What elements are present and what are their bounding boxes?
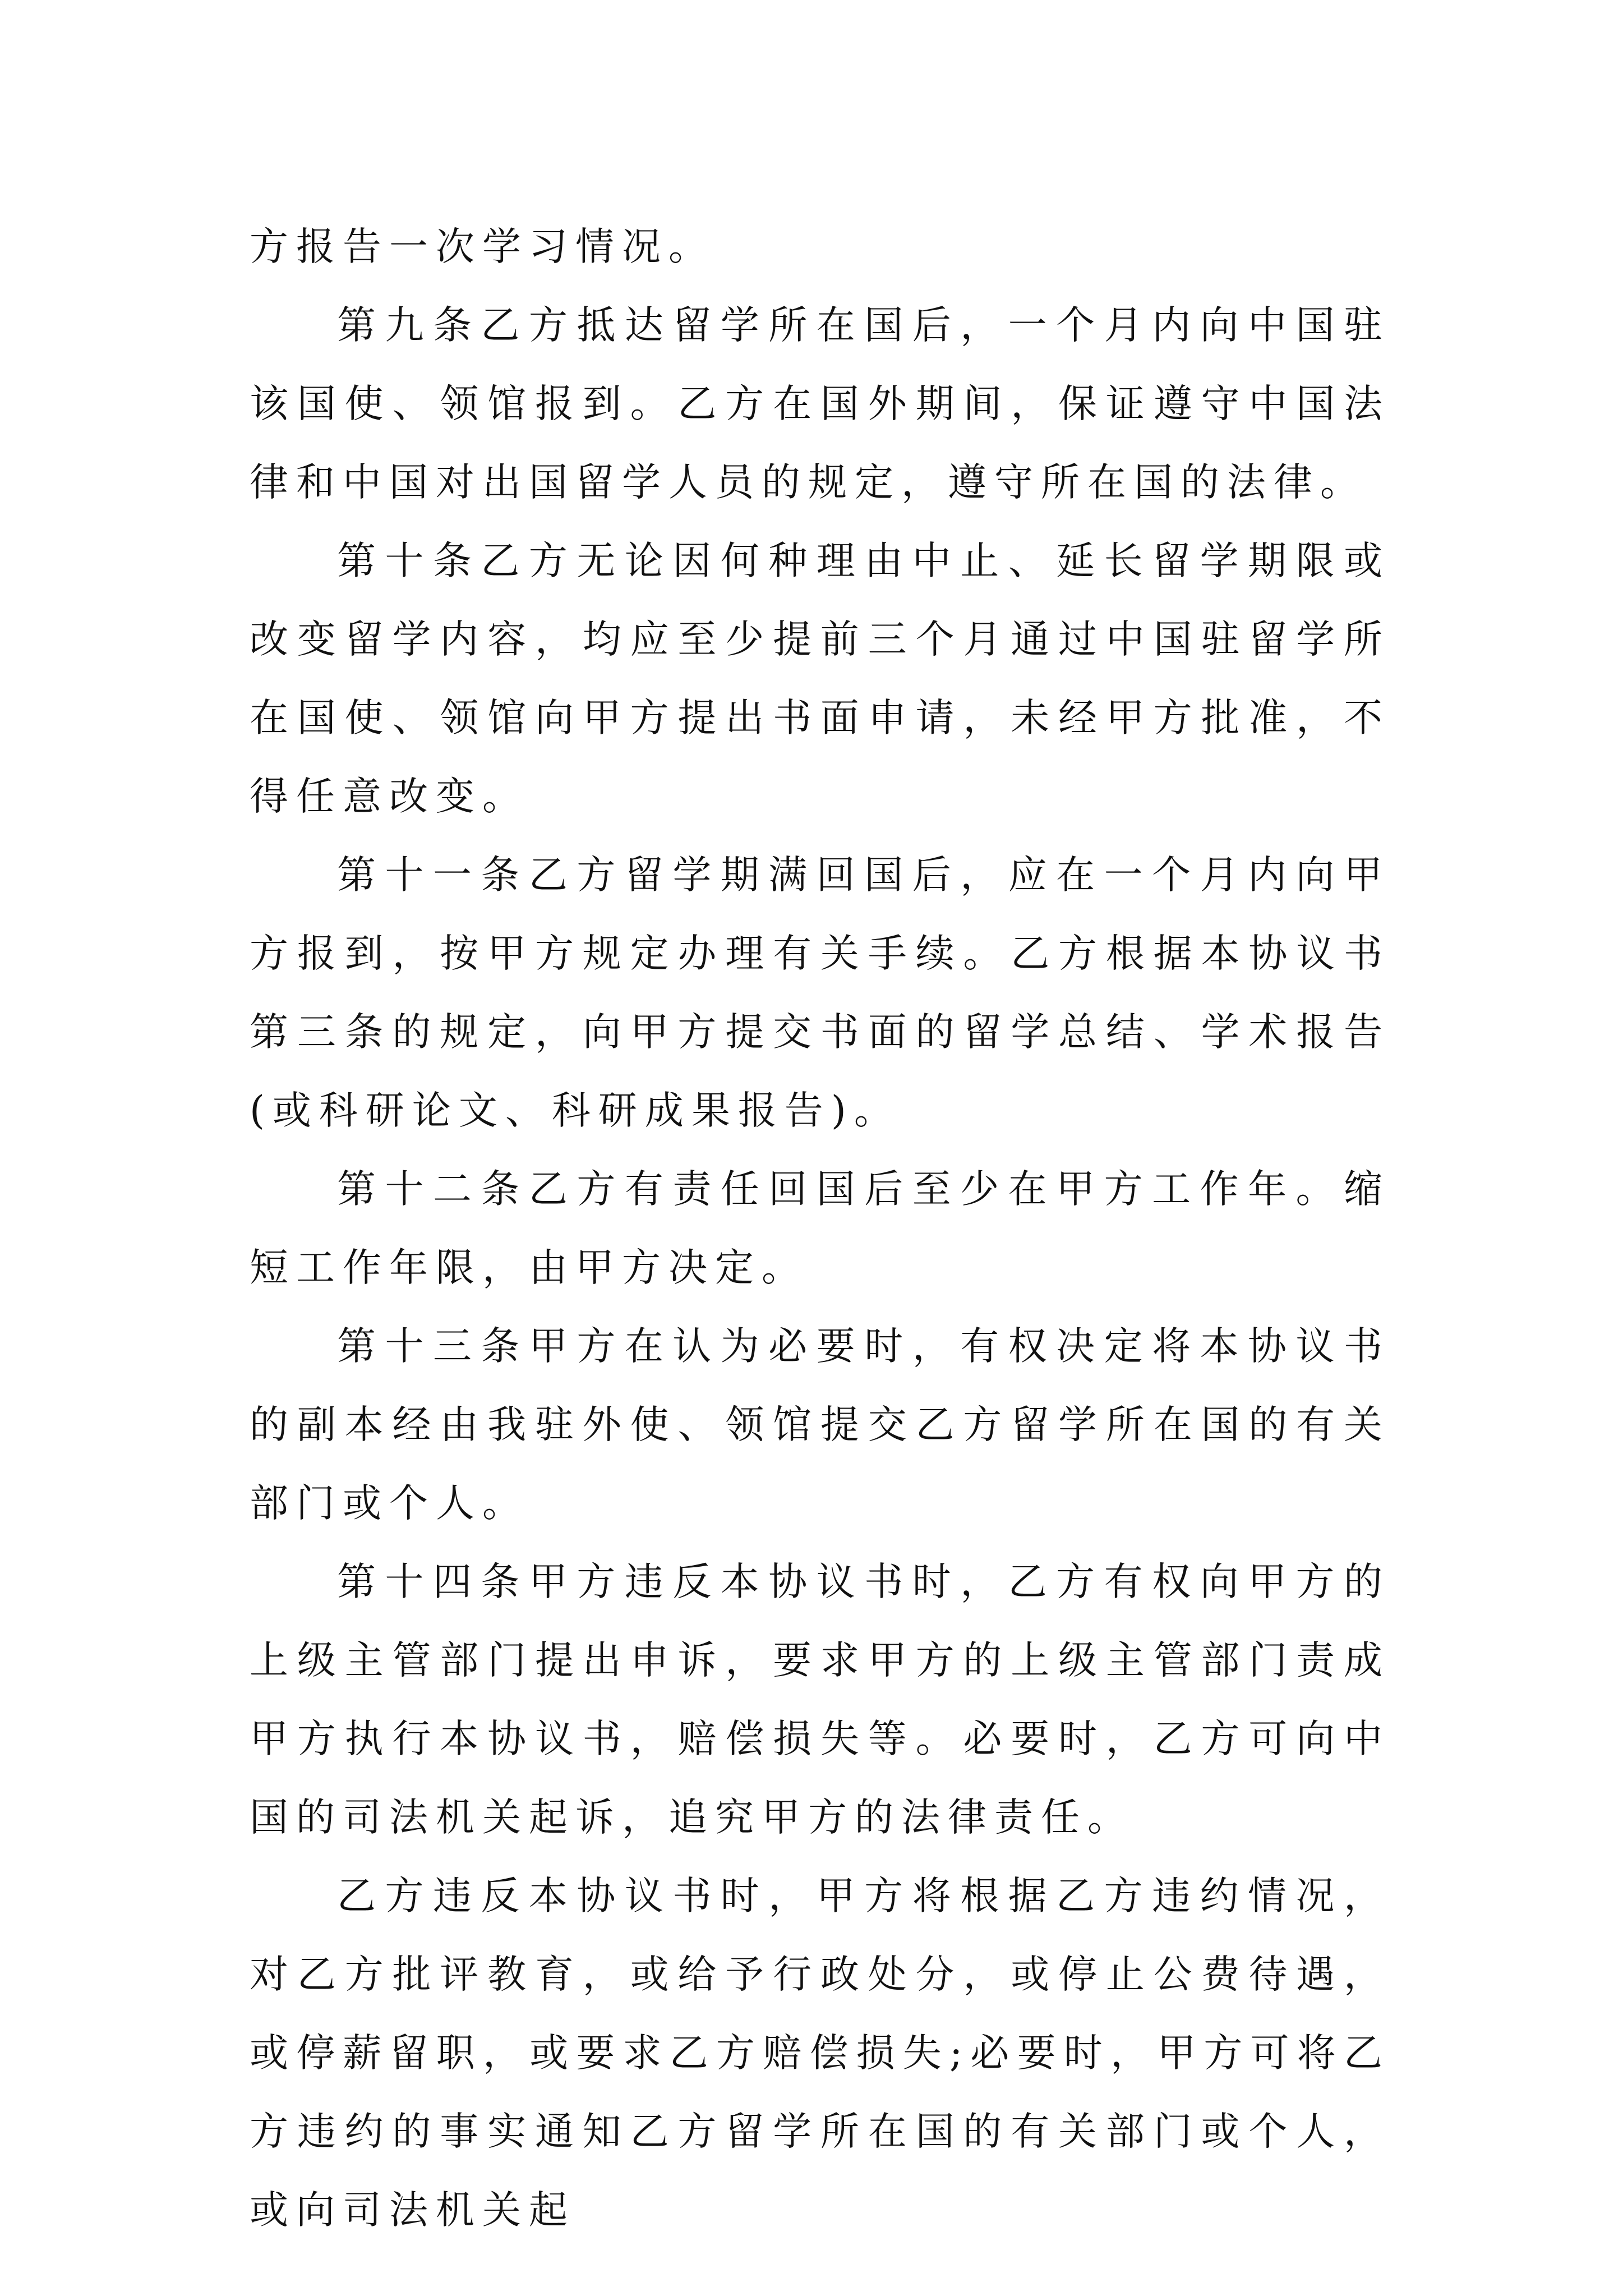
paragraph-article-11: 第十一条乙方留学期满回国后，应在一个月内向甲方报到，按甲方规定办理有关手续。乙方根据本协议书第三条的规定，向甲方提交书面的留学总结、学术报告(或科研论文、科研成果报告)。 xyxy=(250,853,1390,1133)
paragraph-article-9: 第九条乙方抵达留学所在国后，一个月内向中国驻该国使、领馆报到。乙方在国外期间，保证遵守中国法律和中国对出国留学人员的规定，遵守所在国的法律。 xyxy=(250,303,1390,505)
paragraph-article-13: 第十三条甲方在认为必要时，有权决定将本协议书的副本经由我驻外使、领馆提交乙方留学所在国的有关部门或个人。 xyxy=(250,1324,1390,1526)
paragraph-article-14: 第十四条甲方违反本协议书时，乙方有权向甲方的上级主管部门提出申诉，要求甲方的上级主管部门责成甲方执行本协议书，赔偿损失等。必要时，乙方可向中国的司法机关起诉，追究甲方的法律责任。 xyxy=(250,1559,1390,1840)
paragraph-article-12: 第十二条乙方有责任回国后至少在甲方工作年。缩短工作年限，由甲方决定。 xyxy=(250,1167,1390,1290)
paragraph: 方报告一次学习情况。 xyxy=(250,224,715,269)
paragraph-breach: 乙方违反本协议书时，甲方将根据乙方违约情况，对乙方批评教育，或给予行政处分，或停止公费待遇，或停薪留职，或要求乙方赔偿损失;必要时，甲方可将乙方违约的事实通知乙方留学所在国的有关部门或个人，或向司法机关起 xyxy=(250,1874,1390,2233)
document-body xyxy=(250,208,1390,2249)
paragraph-article-10: 第十条乙方无论因何种理由中止、延长留学期限或改变留学内容，均应至少提前三个月通过中国驻留学所在国使、领馆向甲方提出书面申请，未经甲方批准，不得任意改变。 xyxy=(250,539,1390,819)
